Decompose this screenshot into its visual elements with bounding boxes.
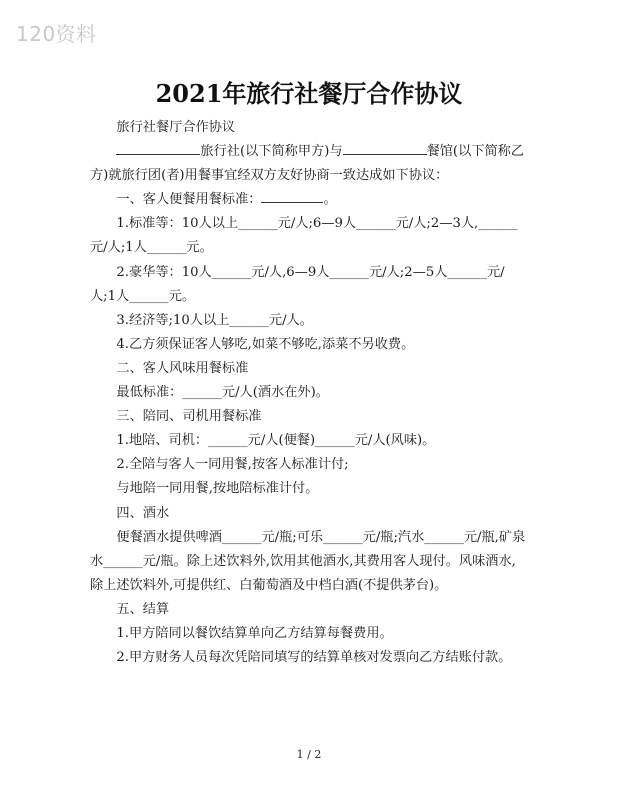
section1-item1: 1.标准等：10人以上______元/人;6—9人______元/人;2—3人,______元/人;1人______元。 [90,216,518,256]
section3-item2: 2.全陪与客人一同用餐,按客人标准计付; [116,457,349,473]
blank-standard [261,189,323,203]
section1-heading: 一、客人便餐用餐标准： 。 [90,188,528,212]
page-number: 1 / 2 [296,748,322,761]
blank-travel-agency [116,141,200,155]
subtitle: 旅行社餐厅合作协议 [116,120,236,135]
section5-item1: 1.甲方陪同以餐饮结算单向乙方结算每餐费用。 [116,625,393,641]
section2-line1: 最低标准：______元/人(酒水在外)。 [116,385,329,401]
section4-paragraph: 便餐酒水提供啤酒______元/瓶;可乐______元/瓶;汽水______元/瓶,矿泉水______元/瓶。除上述饮料外,饮用其他酒水,其费用客人现付。风味酒水,除上述饮料外,可提供红、白葡萄酒及中档白酒(不提供茅台)。 [90,529,526,593]
document-title: 2021年旅行社餐厅合作协议 [155,79,463,108]
section1-item3: 3.经济等;10人以上______元/人。 [116,312,313,328]
section1-item2: 2.豪华等：10人______元/人,6—9人______元/人;2—5人______元/人;1人______元。 [90,264,505,304]
section5-item2: 2.甲方财务人员每次凭陪同填写的结算单核对发票向乙方结账付款。 [116,650,512,666]
watermark-logo: 120资料 [16,22,97,46]
section4-heading: 四、酒水 [116,505,170,521]
section5-heading: 五、结算 [116,601,170,617]
document-body [90,116,528,670]
intro-paragraph: 旅行社(以下简称甲方)与 餐馆(以下简称乙方)就旅行团(者)用餐事宜经双方友好协商一致达成如下协议： [90,140,528,188]
section3-heading: 三、陪同、司机用餐标准 [116,409,262,425]
section1-item4: 4.乙方须保证客人够吃,如菜不够吃,添菜不另收费。 [116,336,415,352]
section3-item1: 1.地陪、司机：______元/人(便餐)______元/人(风味)。 [116,433,436,449]
blank-restaurant [343,141,427,155]
section3-line3: 与地陪一同用餐,按地陪标准计付。 [116,481,319,497]
section2-heading: 二、客人风味用餐标准 [116,360,249,376]
